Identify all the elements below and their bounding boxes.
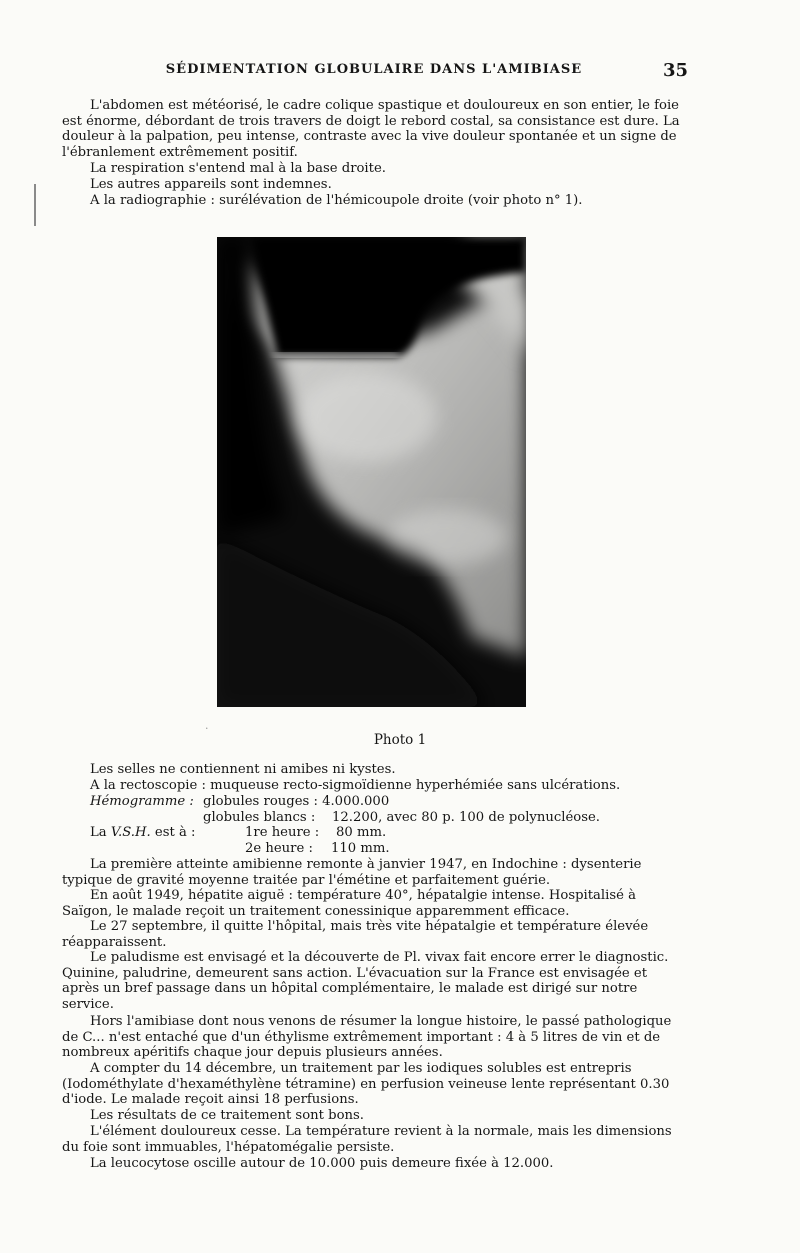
xray-image [217, 237, 526, 707]
print-speck: · [205, 722, 209, 735]
paragraph-element-douloureux: L'élément douloureux cesse. La température revient à la normale, mais les dimensions du foie sont immuables, l'hépatomégalie persiste. [62, 1124, 672, 1155]
paragraph-paludisme: Le paludisme est envisagé et la découverte de Pl. vivax fait encore errer le diagnostic. Quinine, paludrine, demeurent sans action. L'évacuation sur la France est envisagée et après un bref passage dans un hôpital complémentaire, le malade est dirigé sur notre service. [62, 950, 669, 1013]
lab-hemogramme-label: Hémogramme : [90, 794, 194, 809]
page-number: 35 [662, 60, 688, 81]
vsh-h1-value: 80 mm. [336, 825, 387, 840]
paragraph-resultats: Les résultats de ce traitement sont bons. [90, 1108, 364, 1123]
lab-selles: Les selles ne contiennent ni amibes ni kystes. [90, 762, 396, 777]
running-title: SÉDIMENTATION GLOBULAIRE DANS L'AMIBIASE [165, 62, 583, 77]
paragraph-radiographie: A la radiographie : surélévation de l'hémicoupole droite (voir photo n° 1). [90, 193, 583, 208]
page-header [60, 60, 688, 82]
paragraph-abdomen: L'abdomen est météorisé, le cadre colique spastique et douloureux en son entier, le foie est énorme, débordant de trois travers de doigt le rebord costal, sa consistance est dure. La douleur à la palpation, peu intense, contraste avec la vive douleur spontanée et un signe de l'ébranlement extrêmement positif. [62, 98, 680, 161]
vsh-label: V.S.H. [110, 825, 151, 840]
lab-globules-blancs-value: 12.200, avec 80 p. 100 de polynucléose. [332, 810, 600, 825]
paragraph-respiration: La respiration s'entend mal à la base droite. [90, 161, 386, 176]
lab-vsh-line [90, 825, 195, 841]
figure-caption: Photo 1 [373, 732, 427, 748]
margin-mark [34, 184, 36, 226]
vsh-h1: 1re heure : [245, 825, 320, 840]
paragraph-passe-pathologique: Hors l'amibiase dont nous venons de résumer la longue histoire, le passé pathologique de C... n'est entaché que d'un éthylisme extrêmement important : 4 à 5 litres de vin et de nombreux apéritifs chaque jour depuis plusieurs années. [62, 1014, 672, 1061]
vsh-mid: est à : [154, 825, 196, 840]
paragraph-appareils: Les autres appareils sont indemnes. [90, 177, 332, 192]
paragraph-aout-1949: En août 1949, hépatite aiguë : température 40°, hépatalgie intense. Hospitalisé à Saïgon, le malade reçoit un traitement conessinique apparemment efficace. [62, 888, 636, 919]
paragraph-septembre: Le 27 septembre, il quitte l'hôpital, mais très vite hépatalgie et température élevée réapparaissent. [62, 919, 649, 950]
vsh-h2-value: 110 mm. [331, 841, 390, 856]
paragraph-traitement: A compter du 14 décembre, un traitement par les iodiques solubles est entrepris (Iodométhylate d'hexaméthylène tétramine) en perfusion veineuse lente représentant 0.30 d'iode. Le malade reçoit ainsi 18 perfusions. [62, 1061, 670, 1108]
xray-photo [217, 237, 526, 707]
vsh-prefix: La [90, 825, 107, 840]
lab-globules-rouges: globules rouges : 4.000.000 [203, 794, 390, 809]
lab-globules-blancs: globules blancs : [203, 810, 316, 825]
lab-rectoscopie: A la rectoscopie : muqueuse recto-sigmoïdienne hyperhémiée sans ulcérations. [90, 778, 621, 793]
vsh-h2: 2e heure : [245, 841, 313, 856]
paragraph-premiere-atteinte: La première atteinte amibienne remonte à janvier 1947, en Indochine : dysenterie typique de gravité moyenne traitée par l'émétine et parfaitement guérie. [62, 857, 642, 888]
paragraph-leucocytose: La leucocytose oscille autour de 10.000 puis demeure fixée à 12.000. [90, 1156, 554, 1171]
